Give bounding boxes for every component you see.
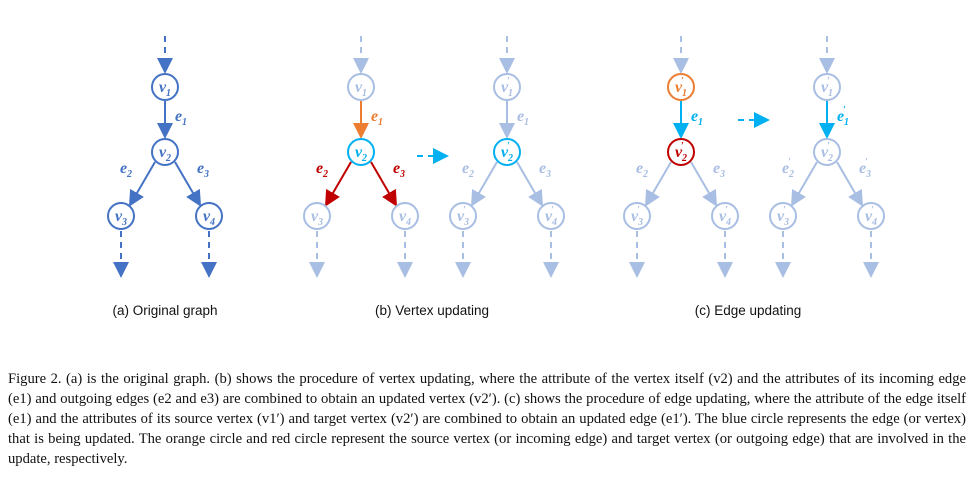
panel-caption-c: (c) Edge updating	[694, 303, 802, 318]
figure-caption	[8, 369, 966, 469]
graph-4-label-e3: $e_3$	[712, 160, 726, 180]
graph-5-label-e3: $e_3'$	[858, 157, 872, 180]
graph-4-label-e1: $e_1$	[690, 108, 704, 128]
graph-1-label-e2: $e_2$	[119, 160, 133, 180]
graph-4-edge-e2	[646, 162, 671, 205]
panel-caption-a: (a) Original graph	[112, 303, 218, 318]
graph-5-node-v2-label: $v_2'$	[820, 141, 834, 164]
graph-3-label-e3: $e_3$	[538, 160, 552, 180]
graph-5-label-e2: $e_2'$	[781, 157, 795, 180]
graph-2-node-v4-label: $v_4$	[398, 208, 412, 228]
graph-4-node-v3-label: $v_3'$	[630, 205, 644, 228]
caption-text: Figure 2. (a) is the original graph. (b) shows the procedure of vertex updating, where the attribute of the vertex itself (v2) and the attributes of its incoming edge (e1) and outgoing edges (e2 and e3) are combined to obtain an updated vertex (v2′). (c) shows the procedure of edge updating, where the attribute of the edge itself (e1) and the attributes of its source vertex (v1′) and target vertex (v2′) are combined to obtain an updated edge (e1′). The blue circle represents the edge (or vertex) that is being updated. The orange circle and red circle represent the source vertex (or incoming edge) and target vertex (or outgoing edge) that are involved in the update, respectively.	[8, 371, 966, 467]
graph-1-node-v2-label: $v_2$	[158, 144, 172, 164]
graph-1-node-v1-label: $v_1$	[158, 79, 172, 99]
graph-3-label-e2: $e_2$	[461, 160, 475, 180]
graph-5-label-e1: $e_1'$	[836, 105, 850, 128]
graph-1-label-e3: $e_3$	[196, 160, 210, 180]
graph-1-label-e1: $e_1$	[174, 108, 188, 128]
graph-5-node-v3-label: $v_3'$	[776, 205, 790, 228]
graph-3-node-v3-label: $v_3'$	[456, 205, 470, 228]
graph-2-node-v1-label: $v_1$	[354, 79, 368, 99]
graph-3-node-v1-label: $v_1'$	[500, 76, 514, 99]
graph-1-node-v3-label: $v_3$	[114, 208, 128, 228]
graph-3-label-e1: $e_1$	[516, 108, 530, 128]
graph-5-node-v4-label: $v_4'$	[864, 205, 878, 228]
graph-2-node-v3-label: $v_3$	[310, 208, 324, 228]
graph-2-node-v2-label: $v_2$	[354, 144, 368, 164]
graph-2-edge-e2	[326, 162, 351, 205]
graph-3-edge-e2	[472, 162, 497, 205]
graph-2-label-e1: $e_1$	[370, 108, 384, 128]
graph-3-node-v4-label: $v_4'$	[544, 205, 558, 228]
graph-4-node-v2-label: $v_2'$	[674, 141, 688, 164]
graph-5-node-v1-label: $v_1'$	[820, 76, 834, 99]
graph-1-node-v4-label: $v_4$	[202, 208, 216, 228]
graph-4-node-v4-label: $v_4'$	[718, 205, 732, 228]
graph-3-node-v2-label: $v_2'$	[500, 141, 514, 164]
graph-2-label-e3: $e_3$	[392, 160, 406, 180]
graph-5-edge-e2	[792, 162, 817, 205]
graph-4-node-v1-label: $v_1'$	[674, 76, 688, 99]
panel-caption-b: (b) Vertex updating	[374, 303, 490, 318]
graph-4-label-e2: $e_2$	[635, 160, 649, 180]
graph-1-edge-e2	[130, 162, 155, 205]
graph-2-label-e2: $e_2$	[315, 160, 329, 180]
